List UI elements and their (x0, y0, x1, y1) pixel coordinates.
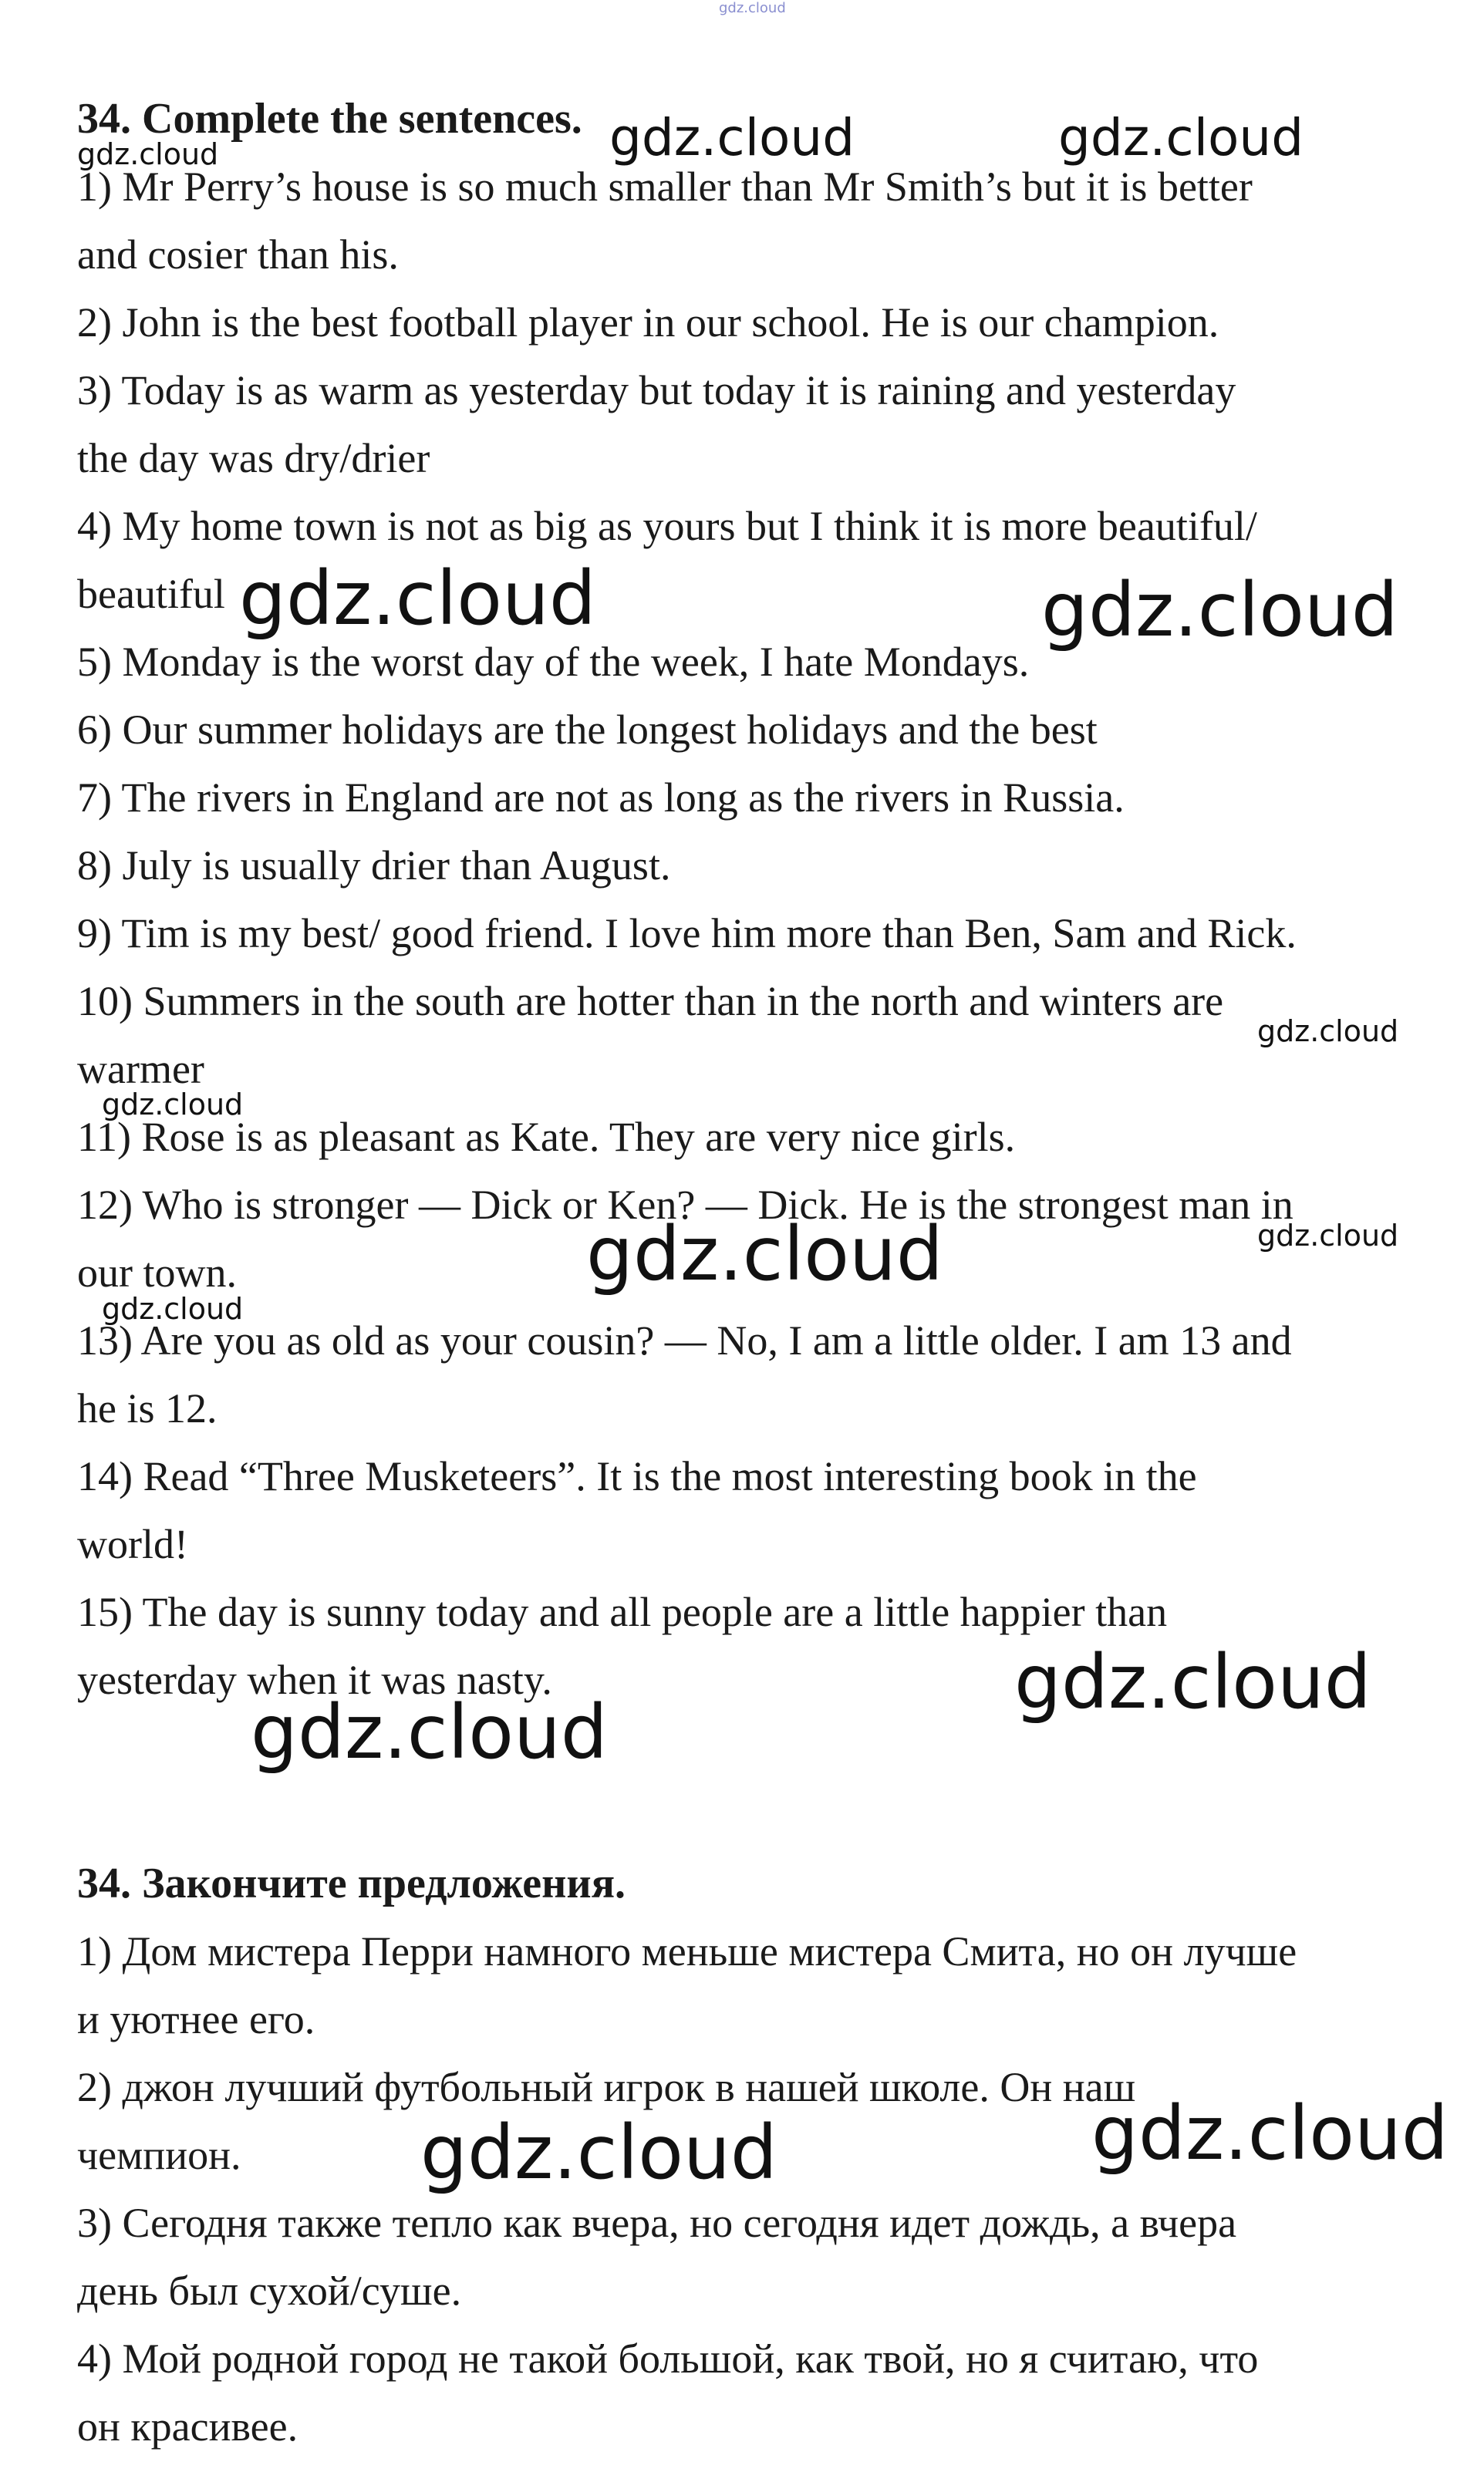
answer-line: 1) Mr Perry’s house is so much smaller than Mr Smith’s but it is better (77, 164, 1253, 210)
watermark: gdz.cloud (251, 1689, 608, 1776)
answer-line: 8) July is usually drier than August. (77, 842, 671, 889)
watermark: gdz.cloud (1014, 1639, 1371, 1725)
answer-line: 4) My home town is not as big as yours but I think it is more beautiful/ (77, 503, 1257, 549)
answer-line: 9) Tim is my best/ good friend. I love him more than Ben, Sam and Rick. (77, 910, 1297, 956)
translation-line: чемпион. (77, 2132, 241, 2178)
exercise-heading-english: 34. Complete the sentences. (77, 95, 582, 143)
watermark: gdz.cloud (102, 1292, 244, 1326)
answer-line: 6) Our summer holidays are the longest holidays and the best (77, 707, 1098, 753)
watermark: gdz.cloud (719, 0, 786, 16)
answer-line: 5) Monday is the worst day of the week, I hate Mondays. (77, 639, 1030, 685)
answer-line: 12) Who is stronger — Dick or Ken? — Dick. He is the strongest man in (77, 1182, 1293, 1228)
answer-line: 13) Are you as old as your cousin? — No, I am a little older. I am 13 and (77, 1317, 1292, 1364)
answer-line: 3) Today is as warm as yesterday but today it is raining and yesterday (77, 367, 1236, 413)
translation-line: и уютнее его. (77, 1996, 315, 2042)
translation-line: 4) Мой родной город не такой большой, как твой, но я считаю, что (77, 2335, 1259, 2382)
watermark: gdz.cloud (1041, 567, 1398, 653)
translation-line: 3) Сегодня также тепло как вчера, но сегодня идет дождь, а вчера (77, 2200, 1237, 2246)
exercise-heading-russian: 34. Закончите предложения. (77, 1860, 626, 1907)
translation-line: 2) джон лучший футбольный игрок в нашей школе. Он наш (77, 2064, 1136, 2110)
translation-line: день был сухой/суше. (77, 2268, 462, 2314)
watermark: gdz.cloud (1091, 2090, 1449, 2177)
answer-line: yesterday when it was nasty. (77, 1657, 552, 1703)
answer-line: 10) Summers in the south are hotter than in the north and winters are (77, 978, 1224, 1024)
answer-line: our town. (77, 1249, 237, 1296)
translation-line: он красивее. (77, 2403, 298, 2450)
watermark: gdz.cloud (102, 1088, 244, 1121)
answer-line: 14) Read “Three Musketeers”. It is the most interesting book in the (77, 1453, 1197, 1499)
watermark: gdz.cloud (239, 555, 596, 642)
answer-line: beautiful (77, 571, 225, 617)
translation-line: 1) Дом мистера Перри намного меньше мистера Смита, но он лучше (77, 1928, 1297, 1975)
watermark: gdz.cloud (609, 108, 855, 167)
watermark: gdz.cloud (1058, 108, 1304, 167)
answer-line: world! (77, 1521, 188, 1567)
answer-line: warmer (77, 1046, 204, 1092)
watermark: gdz.cloud (77, 137, 219, 171)
answer-line: 7) The rivers in England are not as long as the rivers in Russia. (77, 774, 1125, 821)
watermark: gdz.cloud (586, 1211, 943, 1297)
watermark: gdz.cloud (420, 2109, 777, 2196)
answer-line: and cosier than his. (77, 231, 399, 278)
answer-line: he is 12. (77, 1385, 218, 1432)
watermark: gdz.cloud (1257, 1219, 1399, 1253)
answer-line: 15) The day is sunny today and all people are a little happier than (77, 1589, 1168, 1635)
answer-line: the day was dry/drier (77, 435, 430, 481)
answer-line: 2) John is the best football player in our school. He is our champion. (77, 299, 1219, 346)
answer-line: 11) Rose is as pleasant as Kate. They are very nice girls. (77, 1114, 1016, 1160)
watermark: gdz.cloud (1257, 1014, 1399, 1048)
